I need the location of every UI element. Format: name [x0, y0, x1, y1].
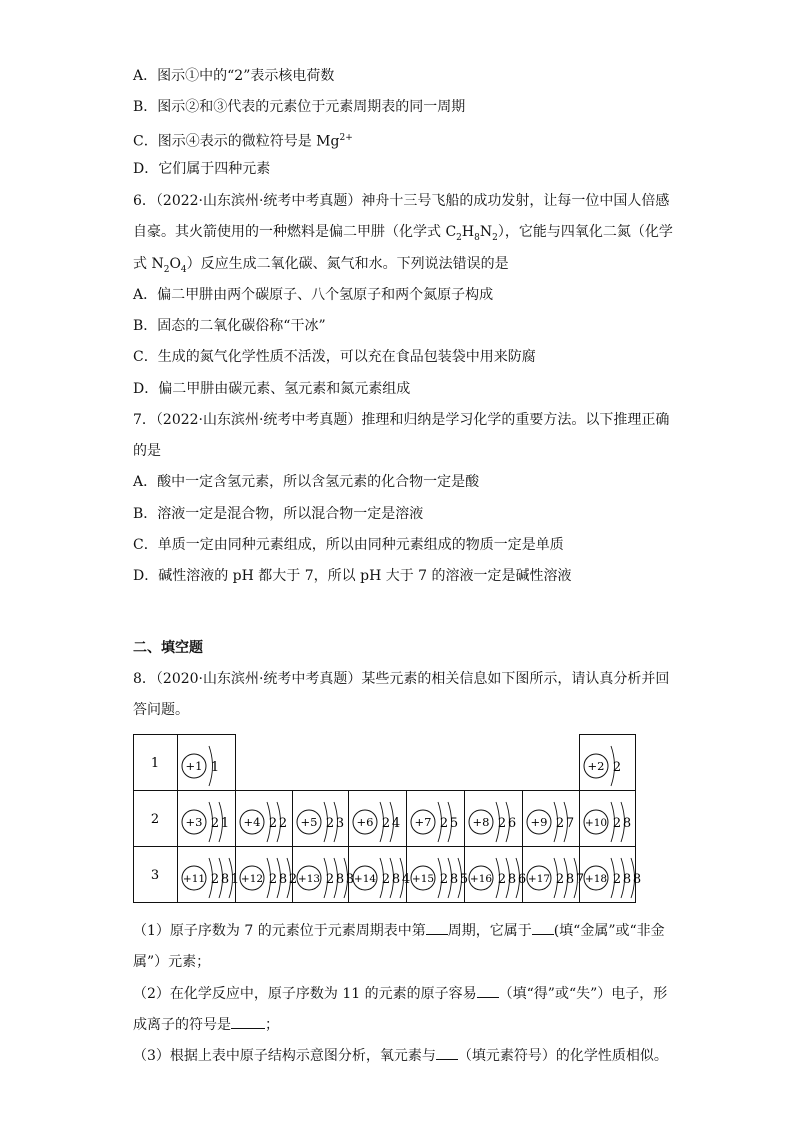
answer-blank-1a[interactable] — [426, 920, 448, 935]
electron-count: 2 — [288, 872, 298, 887]
nucleus-charge: +9 — [530, 815, 548, 829]
electron-count: 8 — [622, 872, 632, 887]
nucleus-charge: +3 — [185, 815, 203, 829]
q6-stem-line1: 6．（2022·山东滨州·统考中考真题）神舟十三号飞船的成功发射，让每一位中国人倍感 — [133, 193, 670, 209]
nucleus-charge: +15 — [411, 873, 435, 885]
electron-count: 2 — [555, 872, 565, 887]
nucleus-charge: +17 — [527, 873, 551, 885]
sub-question-1-line2: 属”）元素； — [133, 954, 211, 970]
atomic-structure-table-svg — [133, 734, 643, 904]
section-heading: 二、填空题 — [133, 640, 203, 656]
electron-count: 6 — [507, 816, 517, 831]
period-number: 3 — [150, 868, 160, 883]
nucleus-charge: +6 — [356, 815, 374, 829]
nucleus-charge: +12 — [240, 873, 264, 885]
electron-count: 2 — [612, 816, 622, 831]
sub-question-1-line1: （1）原子序数为 7 的元素位于元素周期表中第 周期，它属于 (填“金属”或“非金 — [133, 920, 665, 941]
electron-count: 8 — [622, 816, 632, 831]
electron-count: 2 — [497, 816, 507, 831]
q6-stem-line2: 自豪。其火箭使用的一种燃料是偏二甲肼（化学式 $C_2H_8N_2$），它能与四氧化二氮（化学 — [133, 224, 673, 243]
q6-stem-line3: 式 $N_2O_4$）反应生成二氧化碳、氮气和水。下列说法错误的是 — [133, 256, 509, 275]
electron-count: 2 — [268, 872, 278, 887]
q7-option-c: C．单质一定由同种元素组成，所以由同种元素组成的物质一定是单质 — [133, 537, 564, 553]
q7-stem-line2: 的是 — [133, 443, 161, 459]
nucleus-charge: +11 — [182, 873, 206, 885]
answer-blank-2a[interactable] — [477, 983, 499, 998]
answer-blank-1b[interactable] — [532, 920, 554, 935]
electron-count: 8 — [220, 872, 230, 887]
electron-count: 8 — [335, 872, 345, 887]
electron-count: 2 — [278, 816, 288, 831]
electron-count: 1 — [230, 872, 240, 887]
q6-option-a: A．偏二甲肼由两个碳原子、八个氢原子和两个氮原子构成 — [133, 287, 494, 303]
q6-option-d: D．偏二甲肼由碳元素、氢元素和氮元素组成 — [133, 381, 411, 397]
q7-option-d: D．碱性溶液的 pH 都大于 7，所以 pH 大于 7 的溶液一定是碱性溶液 — [133, 568, 572, 584]
nucleus-charge: +5 — [300, 815, 318, 829]
q6-option-b: B．固态的二氧化碳俗称“干冰” — [133, 318, 326, 334]
electron-count: 4 — [401, 872, 411, 887]
answer-blank-2b[interactable] — [231, 1014, 265, 1029]
electron-count: 2 — [268, 816, 278, 831]
q5-option-b: B．图示②和③代表的元素位于元素周期表的同一周期 — [133, 99, 466, 115]
electron-count: 4 — [391, 816, 401, 831]
sub-question-3-line1: （3）根据上表中原子结构示意图分析，氧元素与 （填元素符号）的化学性质相似。 — [133, 1045, 668, 1066]
electron-count: 5 — [449, 816, 459, 831]
electron-count: 8 — [278, 872, 288, 887]
nucleus-charge: +16 — [469, 873, 493, 885]
q8-stem-line2: 答问题。 — [133, 702, 189, 718]
nucleus-charge: +10 — [584, 817, 608, 829]
electron-count: 2 — [612, 760, 622, 775]
period-number: 2 — [150, 812, 160, 827]
electron-count: 2 — [325, 872, 335, 887]
q5-option-a: A．图示①中的“2”表示核电荷数 — [133, 68, 335, 84]
electron-count: 2 — [381, 816, 391, 831]
electron-count: 1 — [210, 760, 220, 775]
electron-count: 2 — [555, 816, 565, 831]
nucleus-charge: +8 — [472, 815, 490, 829]
electron-count: 5 — [459, 872, 469, 887]
nucleus-charge: +2 — [587, 759, 605, 773]
electron-count: 8 — [449, 872, 459, 887]
q7-option-b: B．溶液一定是混合物，所以混合物一定是溶液 — [133, 506, 424, 522]
nucleus-charge: +7 — [414, 815, 432, 829]
electron-count: 2 — [325, 816, 335, 831]
q5-option-c: C．图示④表示的微粒符号是 $Mg^{2+}$ — [133, 133, 353, 150]
q7-stem-line1: 7．（2022·山东滨州·统考中考真题）推理和归纳是学习化学的重要方法。以下推理正确 — [133, 412, 670, 428]
nucleus-charge: +18 — [584, 873, 608, 885]
q8-stem-line1: 8．（2020·山东滨州·统考中考真题）某些元素的相关信息如下图所示，请认真分析并回 — [133, 671, 670, 687]
electron-count: 2 — [497, 872, 507, 887]
electron-count: 2 — [439, 816, 449, 831]
nucleus-charge: +4 — [243, 815, 261, 829]
electron-count: 8 — [632, 872, 642, 887]
sub-question-2-line2: 成离子的符号是 ； — [133, 1014, 279, 1035]
electron-count: 7 — [575, 872, 585, 887]
sub-question-2-line1: （2）在化学反应中，原子序数为 11 的元素的原子容易 （填“得”或“失”）电子，形 — [133, 983, 667, 1004]
electron-count: 3 — [335, 816, 345, 831]
nucleus-charge: +1 — [185, 759, 203, 773]
electron-count: 3 — [345, 872, 355, 887]
electron-count: 7 — [565, 816, 575, 831]
period-number: 1 — [150, 756, 160, 771]
q7-option-a: A．酸中一定含氢元素，所以含氢元素的化合物一定是酸 — [133, 474, 480, 490]
nucleus-charge: +14 — [353, 873, 377, 885]
electron-count: 1 — [220, 816, 230, 831]
electron-count: 2 — [381, 872, 391, 887]
electron-count: 8 — [565, 872, 575, 887]
electron-count: 2 — [210, 816, 220, 831]
electron-count: 6 — [517, 872, 527, 887]
electron-count: 8 — [391, 872, 401, 887]
atomic-structure-table — [133, 734, 643, 908]
electron-count: 2 — [210, 872, 220, 887]
nucleus-charge: +13 — [297, 873, 321, 885]
electron-count: 2 — [612, 872, 622, 887]
electron-count: 8 — [507, 872, 517, 887]
q6-option-c: C．生成的氮气化学性质不活泼，可以充在食品包装袋中用来防腐 — [133, 349, 536, 365]
q5-option-d: D．它们属于四种元素 — [133, 161, 271, 177]
answer-blank-3[interactable] — [436, 1045, 458, 1060]
electron-count: 2 — [439, 872, 449, 887]
